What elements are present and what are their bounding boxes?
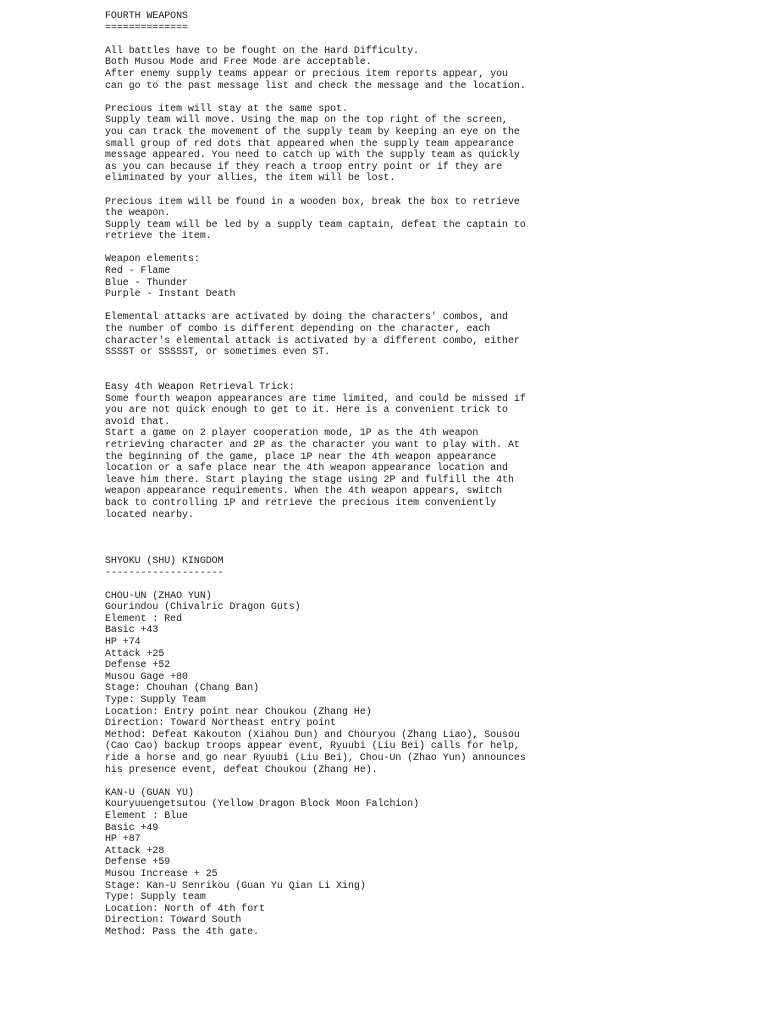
text-line: can go to the past message list and check the message and the location. [105, 79, 526, 91]
text-line: Attack +28 [105, 844, 165, 856]
text-line: Basic +43 [105, 624, 159, 636]
text-line: FOURTH WEAPONS [105, 10, 188, 21]
text-line: Some fourth weapon appearances are time limited, and could be missed if [105, 392, 526, 404]
text-line: retrieve the item. [105, 230, 212, 242]
text-line: All battles have to be fought on the Hard Difficulty. [105, 44, 420, 56]
text-line: Element : Red [105, 612, 183, 624]
blank-line [105, 578, 755, 590]
text-line: Method: Defeat Kakouton (Xiahou Dun) and Chouryou (Zhang Liao), Sousou [105, 728, 520, 740]
text-line: you can track the movement of the supply team by keeping an eye on the [105, 125, 520, 137]
blank-line [105, 543, 755, 555]
blank-line [105, 184, 755, 196]
text-line: HP +74 [105, 636, 141, 648]
text-line: weapon appearance requirements. When the 4th weapon appears, switch [105, 485, 503, 497]
text-line: eliminated by your allies, the item will be lost. [105, 172, 396, 184]
text-line: located nearby. [105, 508, 194, 520]
blank-line [105, 300, 755, 312]
text-line: KAN-U (GUAN YU) [105, 786, 194, 798]
text-line: Supply team will be led by a supply team captain, defeat the captain to [105, 218, 526, 230]
text-line: the beginning of the game, place 1P near the 4th weapon appearance [105, 450, 497, 462]
text-line: Location: North of 4th fort [105, 902, 266, 914]
text-line: Location: Entry point near Choukou (Zhang He) [105, 705, 372, 717]
blank-line [105, 775, 755, 787]
text-line: Attack +25 [105, 647, 165, 659]
text-line: Blue - Thunder [105, 276, 188, 288]
text-line: character's elemental attack is activated by a different combo, either [105, 334, 520, 346]
text-line: location or a safe place near the 4th weapon appearance location and [105, 462, 508, 474]
text-line: ============== [105, 21, 188, 33]
text-line: Direction: Toward South [105, 914, 242, 926]
blank-line [105, 91, 755, 103]
text-line: Musou Increase + 25 [105, 867, 218, 879]
document-text [105, 10, 755, 938]
text-line: Stage: Kan-U Senrikou (Guan Yu Qian Li Xing) [105, 879, 366, 891]
text-line: Element : Blue [105, 809, 188, 821]
blank-line [105, 242, 755, 254]
text-line: Elemental attacks are activated by doing the characters' combos, and [105, 311, 508, 323]
text-line: Musou Gage +80 [105, 670, 188, 682]
text-line: SSSST or SSSSST, or sometimes even ST. [105, 346, 331, 358]
blank-line [105, 520, 755, 532]
text-line: Easy 4th Weapon Retrieval Trick: [105, 381, 295, 392]
text-line: avoid that. [105, 415, 171, 427]
blank-line [105, 369, 755, 381]
text-line: CHOU-UN (ZHAO YUN) [105, 589, 212, 601]
text-line: Defense +59 [105, 856, 171, 868]
text-line: Type: Supply Team [105, 694, 206, 706]
text-line: back to controlling 1P and retrieve the precious item conveniently [105, 496, 497, 508]
text-line: HP +87 [105, 833, 141, 845]
text-line: Weapon elements: [105, 253, 200, 265]
text-line: Method: Pass the 4th gate. [105, 925, 260, 937]
text-line: Supply team will move. Using the map on the top right of the screen, [105, 114, 508, 126]
text-line: message appeared. You need to catch up with the supply team as quickly [105, 149, 520, 161]
text-line: Basic +49 [105, 821, 159, 833]
text-line: leave him there. Start playing the stage using 2P and fulfill the 4th [105, 473, 514, 485]
text-line: Precious item will be found in a wooden box, break the box to retrieve [105, 195, 520, 207]
text-line: Gourindou (Chivalric Dragon Guts) [105, 601, 301, 613]
blank-line [105, 33, 755, 45]
text-line: the weapon. [105, 207, 171, 219]
text-line: as you can because if they reach a troop entry point or if they are [105, 160, 503, 172]
text-line: Purple - Instant Death [105, 288, 236, 300]
text-line: Defense +52 [105, 659, 171, 671]
text-line: Precious item will stay at the same spot. [105, 102, 348, 114]
blank-line [105, 532, 755, 544]
text-line: Direction: Toward Northeast entry point [105, 717, 337, 729]
text-line: retrieving character and 2P as the character you want to play with. At [105, 438, 520, 450]
text-line: Start a game on 2 player cooperation mode, 1P as the 4th weapon [105, 427, 479, 439]
text-line: small group of red dots that appeared when the supply team appearance [105, 137, 514, 149]
text-line: SHYOKU (SHU) KINGDOM [105, 554, 224, 566]
text-line: After enemy supply teams appear or precious item reports appear, you [105, 67, 508, 79]
text-line: Red - Flame [105, 265, 171, 277]
text-line: the number of combo is different depending on the character, each [105, 323, 491, 335]
text-line: Kouryuuengetsutou (Yellow Dragon Block Moon Falchion) [105, 798, 420, 810]
text-line: (Cao Cao) backup troops appear event, Ryuubi (Liu Bei) calls for help, [105, 740, 520, 752]
text-line: Type: Supply team [105, 891, 206, 903]
text-line: you are not quick enough to get to it. Here is a convenient trick to [105, 404, 508, 416]
text-line: ride a horse and go near Ryuubi (Liu Bei), Chou-Un (Zhao Yun) announces [105, 752, 526, 763]
text-line: Both Musou Mode and Free Mode are acceptable. [105, 56, 372, 68]
text-line: -------------------- [105, 566, 224, 578]
text-line: his presence event, defeat Choukou (Zhang He). [105, 763, 378, 775]
blank-line [105, 358, 755, 370]
text-line: Stage: Chouhan (Chang Ban) [105, 682, 260, 694]
